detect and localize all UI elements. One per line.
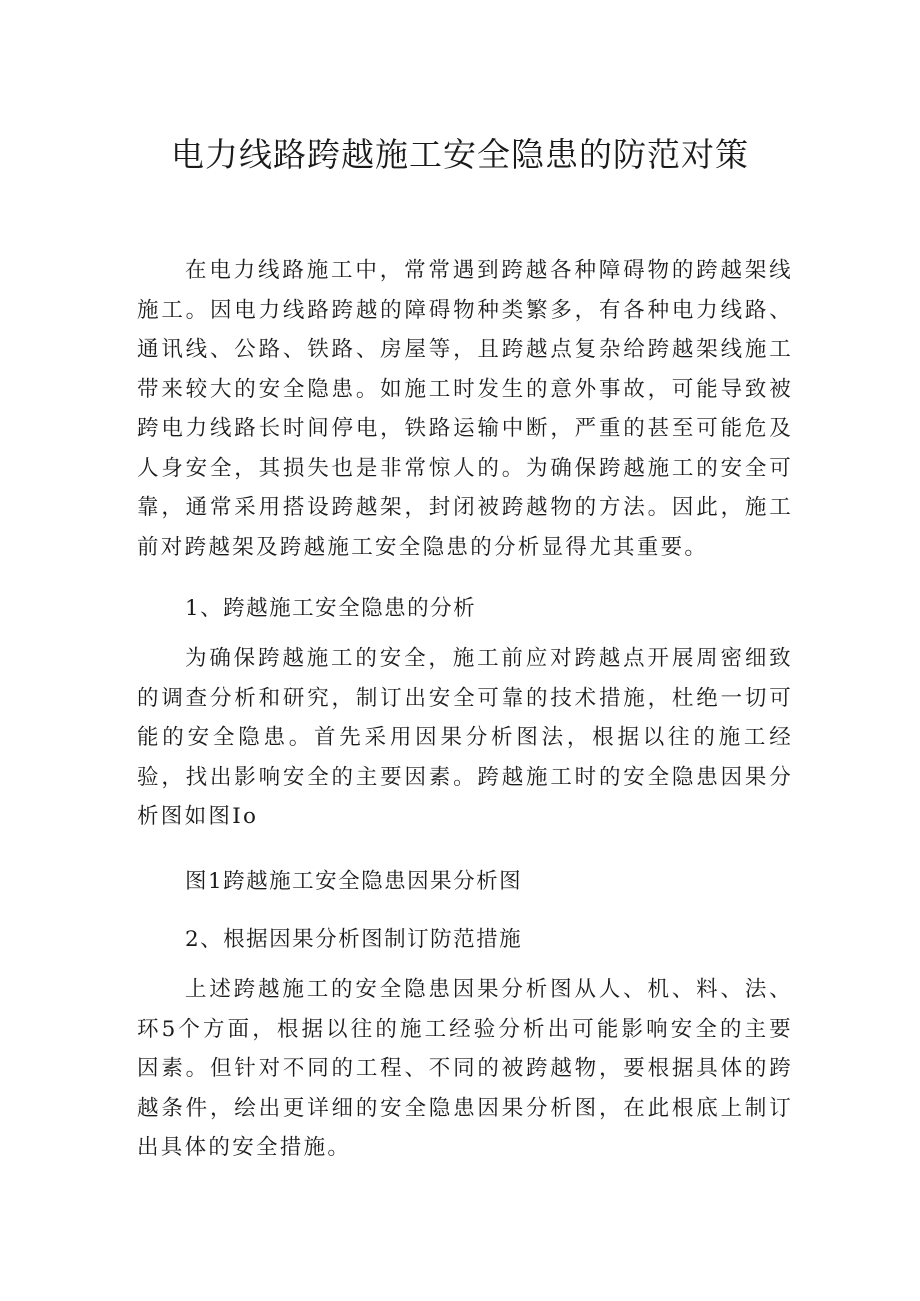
section-heading-1: 1、跨越施工安全隐患的分析: [185, 596, 477, 621]
section-1-paragraph: 为确保跨越施工的安全，施工前应对跨越点开展周密细致的调查分析和研究，制订出安全可靠的技术措施，杜绝一切可能的安全隐患。首先采用因果分析图法，根据以往的施工经验，找出影响安全的主要因素。跨越施工时的安全隐患因果分析图如图Io: [137, 646, 793, 829]
document-title: 电力线路跨越施工安全隐患的防范对策: [171, 135, 749, 174]
section-heading-2: 2、根据因果分析图制订防范措施: [185, 927, 523, 952]
intro-paragraph: 在电力线路施工中，常常遇到跨越各种障碍物的跨越架线施工。因电力线路跨越的障碍物种类繁多，有各种电力线路、通讯线、公路、铁路、房屋等，且跨越点复杂给跨越架线施工带来较大的安全隐患。如施工时发生的意外事故，可能导致被跨电力线路长时间停电，铁路运输中断，严重的甚至可能危及人身安全，其损失也是非常惊人的。为确保跨越施工的安全可靠，通常采用搭设跨越架，封闭被跨越物的方法。因此，施工前对跨越架及跨越施工安全隐患的分析显得尤其重要。: [137, 258, 793, 560]
figure-caption: 图1跨越施工安全隐患因果分析图: [185, 869, 523, 894]
section-2-paragraph: 上述跨越施工的安全隐患因果分析图从人、机、料、法、环5个方面，根据以往的施工经验分析出可能影响安全的主要因素。但针对不同的工程、不同的被跨越物，要根据具体的跨越条件，绘出更详细的安全隐患因果分析图，在此根底上制订出具体的安全措施。: [137, 977, 793, 1160]
